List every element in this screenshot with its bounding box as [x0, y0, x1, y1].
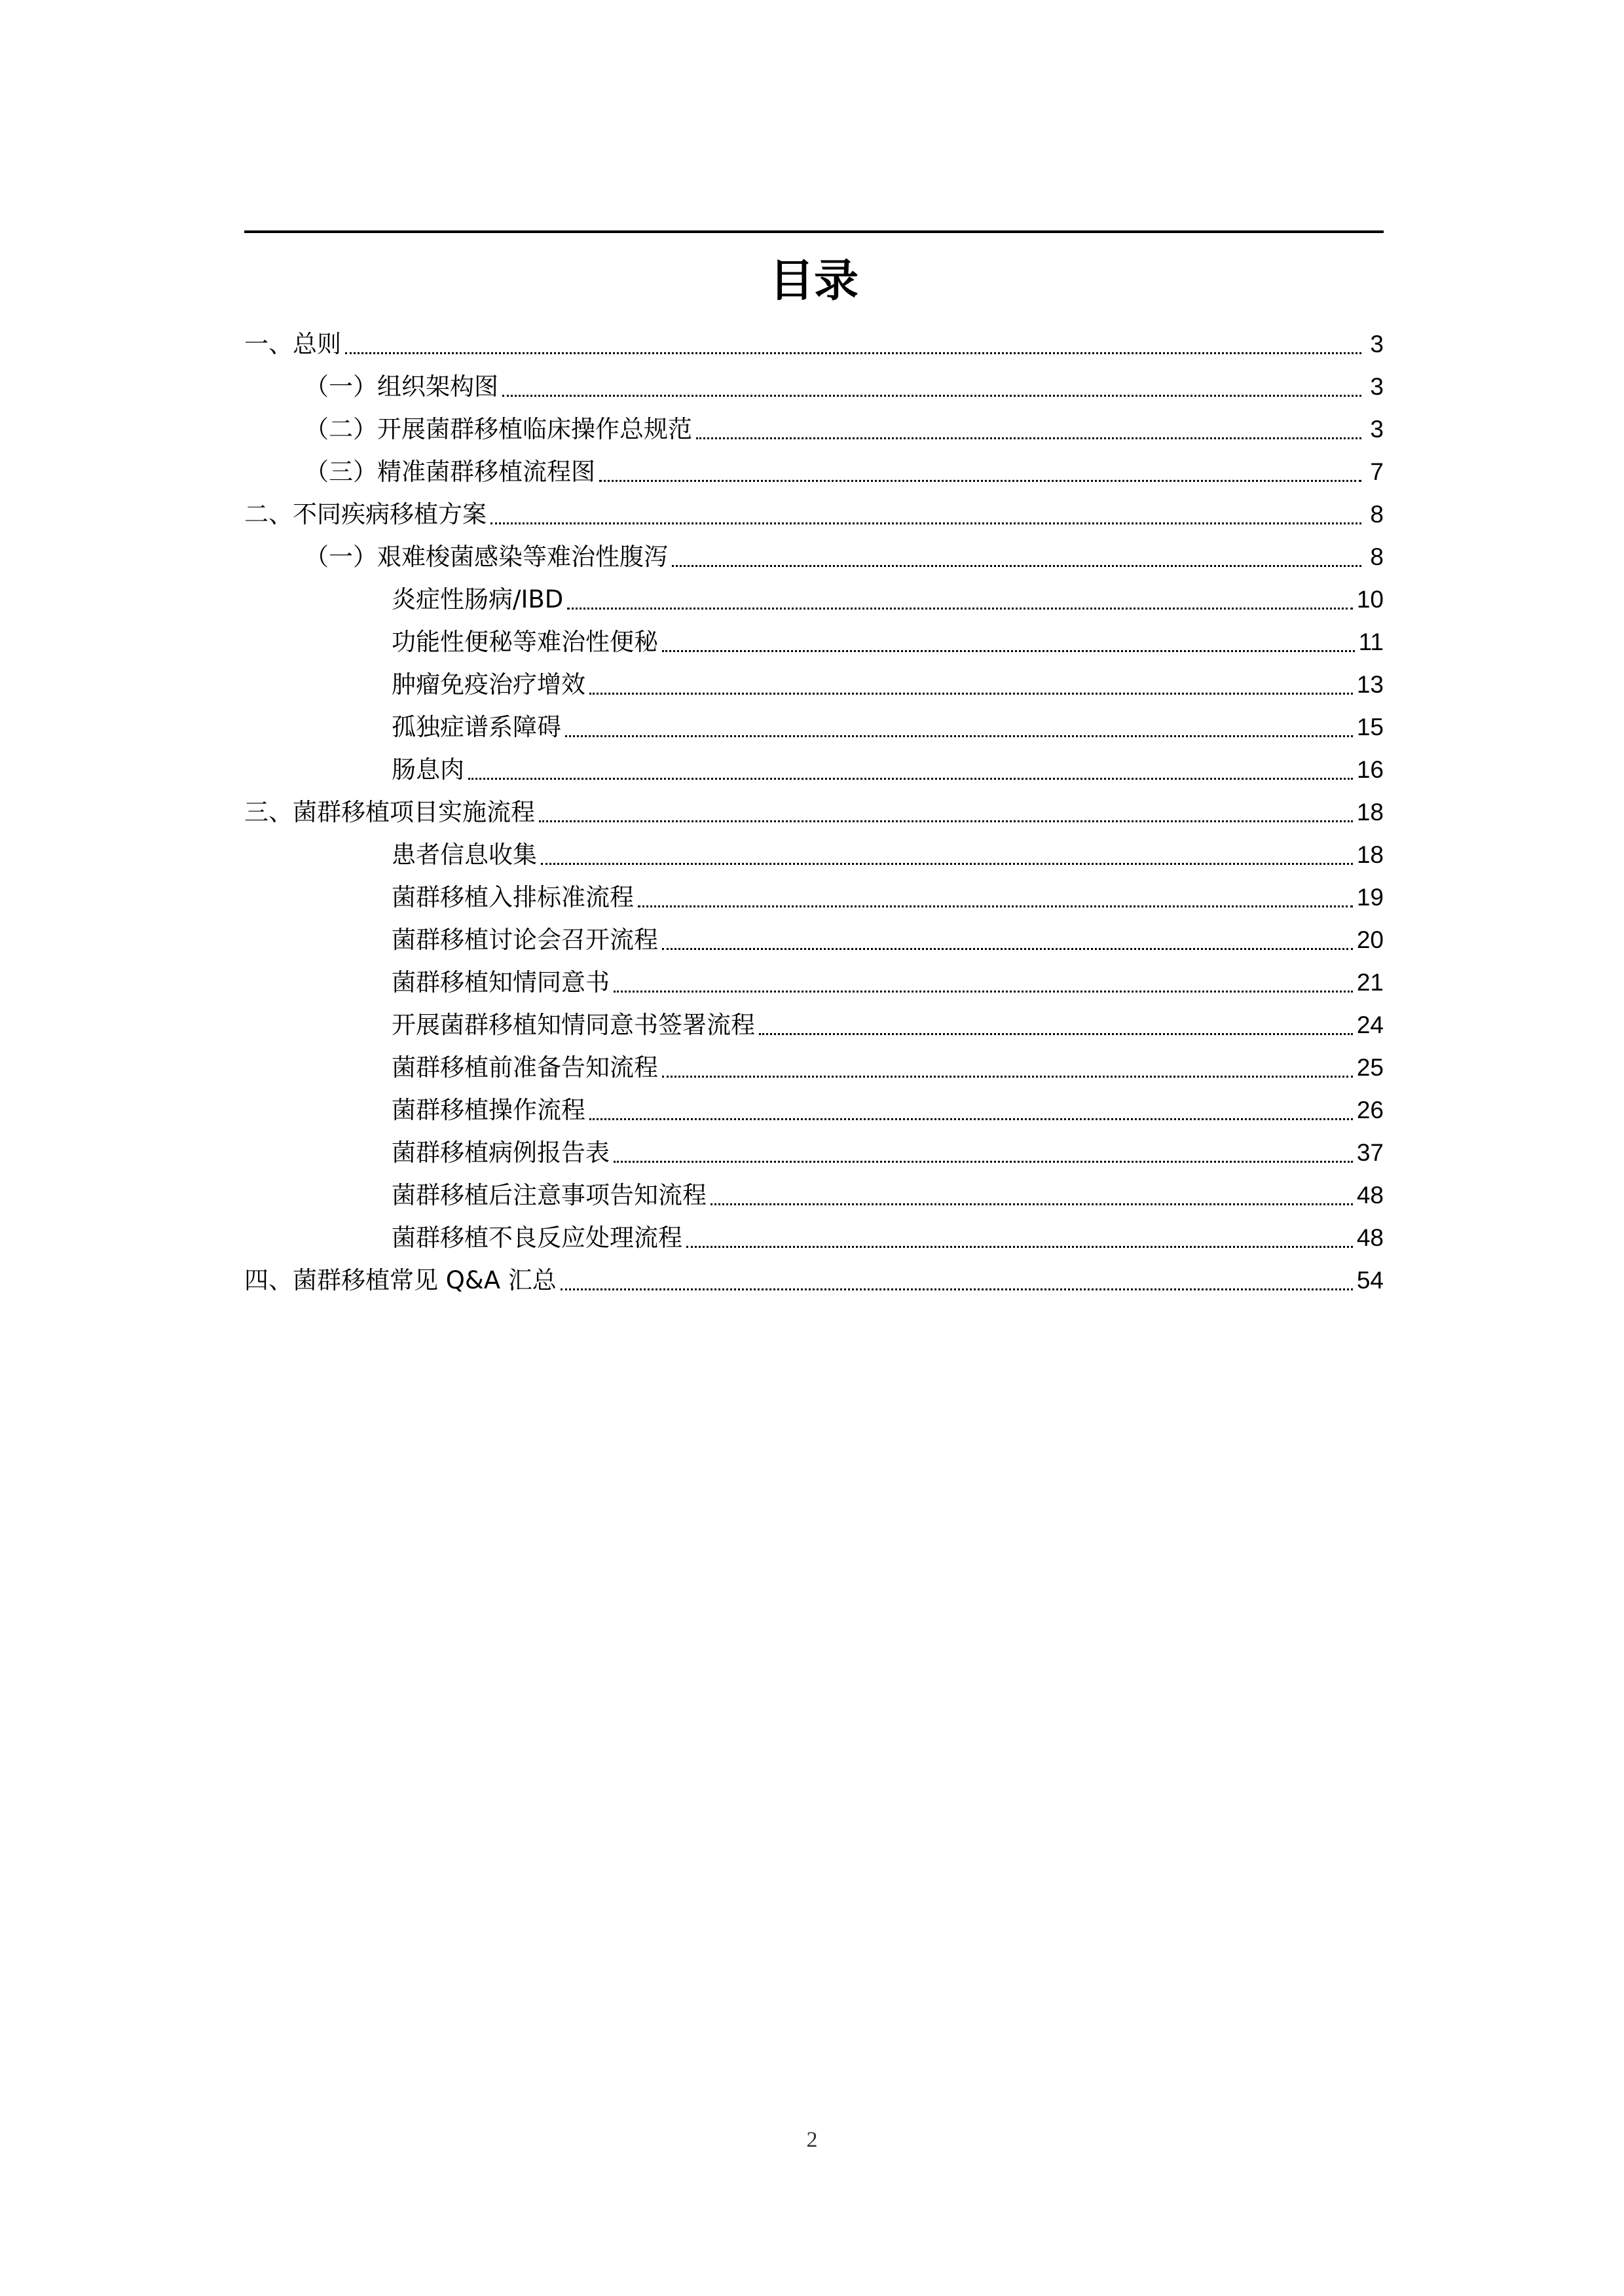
toc-entry-page: 18 — [1356, 841, 1384, 868]
toc-dot-leader — [539, 820, 1353, 822]
toc-entry[interactable] — [244, 959, 1384, 1002]
toc-entry-title: 三、菌群移植项目实施流程 — [244, 798, 535, 826]
toc-entry-page: 21 — [1356, 969, 1384, 996]
toc-entry[interactable] — [244, 321, 1384, 363]
toc-entry[interactable] — [244, 363, 1384, 406]
toc-entry[interactable] — [244, 1214, 1384, 1257]
toc-entry[interactable] — [244, 661, 1384, 704]
toc-entry[interactable] — [244, 1087, 1384, 1129]
toc-entry[interactable] — [244, 1044, 1384, 1087]
toc-dot-leader — [502, 395, 1361, 397]
toc-entry-title: 功能性便秘等难治性便秘 — [392, 628, 658, 656]
toc-entry-title: 炎症性肠病/IBD — [392, 585, 564, 613]
toc-entry[interactable] — [244, 1002, 1384, 1044]
toc-entry[interactable] — [244, 534, 1384, 576]
toc-entry-title: 菌群移植知情同意书 — [392, 968, 610, 996]
toc-entry[interactable] — [244, 576, 1384, 619]
toc-entry[interactable] — [244, 874, 1384, 917]
toc-entry-page: 18 — [1356, 799, 1384, 826]
toc-dot-leader — [589, 693, 1353, 695]
toc-entry-page: 16 — [1356, 756, 1384, 783]
toc-entry-page: 48 — [1356, 1224, 1384, 1251]
toc-entry[interactable] — [244, 746, 1384, 789]
toc-dot-leader — [565, 735, 1353, 737]
header-rule — [244, 230, 1384, 233]
toc-entry[interactable] — [244, 491, 1384, 534]
toc-entry-page: 8 — [1370, 501, 1384, 528]
toc-entry-page: 7 — [1370, 458, 1384, 485]
toc-entry-title: （二）开展菌群移植临床操作总规范 — [304, 415, 692, 443]
toc-entry-page: 10 — [1356, 586, 1384, 613]
toc-entry-page: 3 — [1370, 373, 1384, 400]
toc-entry-page: 8 — [1370, 543, 1384, 570]
toc-entry-title: 肿瘤免疫治疗增效 — [392, 670, 585, 699]
toc-entry-title: 孤独症谱系障碍 — [392, 713, 561, 741]
toc-dot-leader — [638, 905, 1353, 907]
toc-entry-title: 菌群移植不良反应处理流程 — [392, 1224, 682, 1252]
toc-entry-title: 菌群移植讨论会召开流程 — [392, 926, 658, 954]
toc-dot-leader — [567, 608, 1353, 610]
toc-dot-leader — [561, 1288, 1353, 1290]
toc-dot-leader — [468, 778, 1353, 780]
toc-entry-title: （三）精准菌群移植流程图 — [304, 458, 595, 486]
toc-dot-leader — [662, 1076, 1353, 1078]
toc-entry[interactable] — [244, 917, 1384, 959]
toc-entry-title: （一）艰难梭菌感染等难治性腹泻 — [304, 543, 668, 571]
toc-entry-page: 3 — [1370, 416, 1384, 443]
table-of-contents — [244, 321, 1384, 1300]
toc-entry-page: 3 — [1370, 331, 1384, 357]
toc-entry[interactable] — [244, 1129, 1384, 1172]
toc-entry[interactable] — [244, 831, 1384, 874]
toc-dot-leader — [599, 480, 1361, 482]
toc-entry-page: 26 — [1356, 1097, 1384, 1123]
toc-dot-leader — [662, 650, 1355, 652]
toc-entry[interactable] — [244, 448, 1384, 491]
toc-dot-leader — [490, 522, 1361, 524]
toc-dot-leader — [672, 565, 1361, 567]
toc-dot-leader — [686, 1246, 1353, 1248]
toc-entry-page: 25 — [1356, 1054, 1384, 1081]
toc-dot-leader — [345, 352, 1361, 354]
toc-entry-page: 15 — [1356, 714, 1384, 740]
toc-entry-page: 48 — [1356, 1182, 1384, 1209]
toc-entry-page: 11 — [1358, 629, 1384, 655]
toc-entry-title: 患者信息收集 — [392, 841, 537, 869]
toc-dot-leader — [759, 1033, 1353, 1035]
toc-entry-title: 菌群移植入排标准流程 — [392, 883, 634, 911]
toc-dot-leader — [614, 1161, 1353, 1163]
toc-dot-leader — [614, 991, 1353, 993]
toc-dot-leader — [710, 1203, 1353, 1205]
toc-title: 目录 — [769, 255, 858, 307]
toc-entry-page: 20 — [1356, 926, 1384, 953]
toc-entry-page: 24 — [1356, 1011, 1384, 1038]
toc-entry-title: 菌群移植病例报告表 — [392, 1139, 610, 1167]
toc-dot-leader — [541, 863, 1353, 865]
toc-entry-title: 菌群移植操作流程 — [392, 1096, 585, 1124]
toc-entry-page: 19 — [1356, 884, 1384, 911]
toc-entry[interactable] — [244, 406, 1384, 448]
toc-entry-title: 一、总则 — [244, 330, 341, 358]
page-number: 2 — [806, 2128, 818, 2152]
toc-dot-leader — [589, 1118, 1353, 1120]
toc-entry[interactable] — [244, 1172, 1384, 1214]
toc-entry-title: 菌群移植前准备告知流程 — [392, 1053, 658, 1082]
toc-dot-leader — [696, 437, 1361, 439]
toc-entry-title: （一）组织架构图 — [304, 373, 498, 401]
toc-entry[interactable] — [244, 619, 1384, 661]
toc-entry[interactable] — [244, 704, 1384, 746]
toc-entry-title: 四、菌群移植常见 Q&A 汇总 — [244, 1266, 557, 1294]
toc-entry-title: 肠息肉 — [392, 756, 464, 784]
toc-entry-title: 菌群移植后注意事项告知流程 — [392, 1181, 707, 1209]
toc-entry[interactable] — [244, 789, 1384, 831]
toc-entry-title: 二、不同疾病移植方案 — [244, 500, 487, 528]
toc-entry-page: 37 — [1356, 1139, 1384, 1166]
toc-entry[interactable] — [244, 1257, 1384, 1300]
toc-entry-page: 13 — [1356, 671, 1384, 698]
toc-entry-title: 开展菌群移植知情同意书签署流程 — [392, 1011, 755, 1039]
toc-dot-leader — [662, 948, 1353, 950]
toc-entry-page: 54 — [1356, 1267, 1384, 1294]
